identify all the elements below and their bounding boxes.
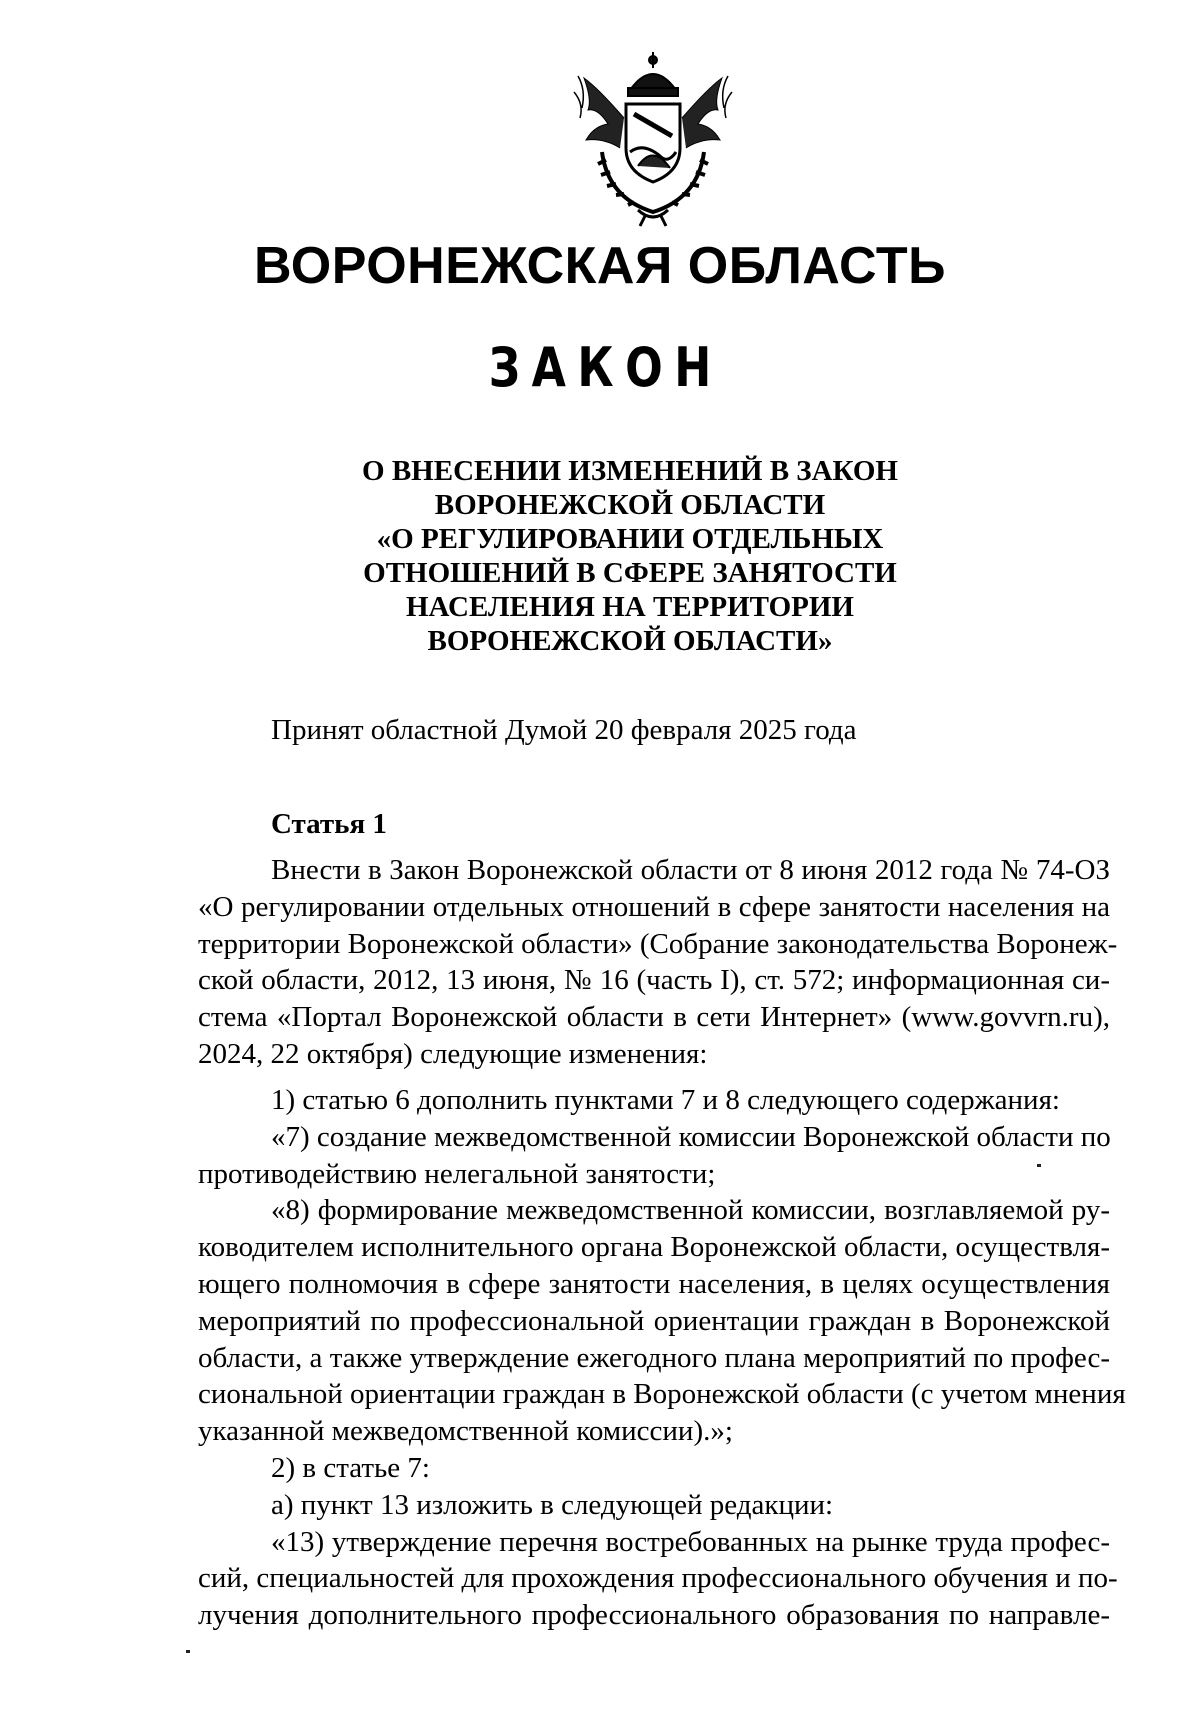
text-line: «7) создание межведомственной комиссии Воронежской области по: [271, 1120, 1111, 1153]
article-amendments: [198, 1082, 1126, 1634]
text-line: 2) в статье 7:: [271, 1451, 430, 1484]
text-line: территории Воронежской области» (Собрание законодательства Воронеж-: [198, 927, 1118, 960]
text-line: лучения дополнительного профессионального образования по направле-: [198, 1599, 1110, 1632]
text-line: ководителем исполнительного органа Воронежской области, осуществля-: [198, 1231, 1110, 1264]
text-line: «8) формирование межведомственной комиссии, возглавляемой ру-: [271, 1194, 1110, 1227]
text-line: 2024, 22 октября) следующие изменения:: [198, 1037, 708, 1070]
law-title-line: ВОРОНЕЖСКОЙ ОБЛАСТИ»: [427, 625, 833, 657]
text-line: мероприятий по профессиональной ориентации граждан в Воронежской: [198, 1304, 1110, 1337]
voronezh-coat-of-arms-icon: [568, 48, 738, 228]
text-line: сиональной ориентации граждан в Воронежской области (с учетом мнения: [198, 1378, 1126, 1411]
text-line: противодействию нелегальной занятости;: [198, 1157, 716, 1190]
law-title-line: «О РЕГУЛИРОВАНИИ ОТДЕЛЬНЫХ: [376, 523, 884, 555]
law-title-line: О ВНЕСЕНИИ ИЗМЕНЕНИЙ В ЗАКОН: [362, 455, 898, 487]
region-title: ВОРОНЕЖСКАЯ ОБЛАСТЬ: [254, 237, 946, 295]
law-title-line: ОТНОШЕНИЙ В СФЕРЕ ЗАНЯТОСТИ: [363, 557, 897, 589]
law-title: [330, 454, 930, 658]
law-title-line: НАСЕЛЕНИЯ НА ТЕРРИТОРИИ: [406, 591, 854, 623]
text-line: стема «Портал Воронежской области в сети Интернет» (www.govvrn.ru),: [198, 1001, 1110, 1034]
scan-speck: [186, 1650, 190, 1653]
text-line: Внести в Закон Воронежской области от 8 июня 2012 года № 74-ОЗ: [271, 854, 1110, 886]
text-line: ской области, 2012, 13 июня, № 16 (часть I), ст. 572; информационная си-: [198, 964, 1110, 997]
text-line: ющего полномочия в сфере занятости населения, в целях осуществления: [198, 1267, 1110, 1300]
law-title-line: ВОРОНЕЖСКОЙ ОБЛАСТИ: [434, 489, 826, 521]
scan-speck: [1037, 1164, 1041, 1167]
text-line: «О регулировании отдельных отношений в сфере занятости населения на: [198, 890, 1110, 923]
document-type: ЗАКОН: [488, 336, 723, 399]
article-intro: [198, 852, 1118, 1073]
text-line: а) пункт 13 изложить в следующей редакции:: [271, 1488, 834, 1521]
article-title: Статья 1: [271, 808, 387, 840]
text-line: области, а также утверждение ежегодного плана мероприятий по профес-: [198, 1341, 1110, 1374]
text-line: сий, специальностей для прохождения профессионального обучения и по-: [198, 1562, 1118, 1595]
text-line: указанной межведомственной комиссии).»;: [198, 1415, 733, 1448]
text-line: «13) утверждение перечня востребованных на рынке труда профес-: [271, 1525, 1110, 1558]
text-line: 1) статью 6 дополнить пунктами 7 и 8 следующего содержания:: [271, 1084, 1060, 1116]
adoption-note: Принят областной Думой 20 февраля 2025 года: [271, 714, 857, 746]
